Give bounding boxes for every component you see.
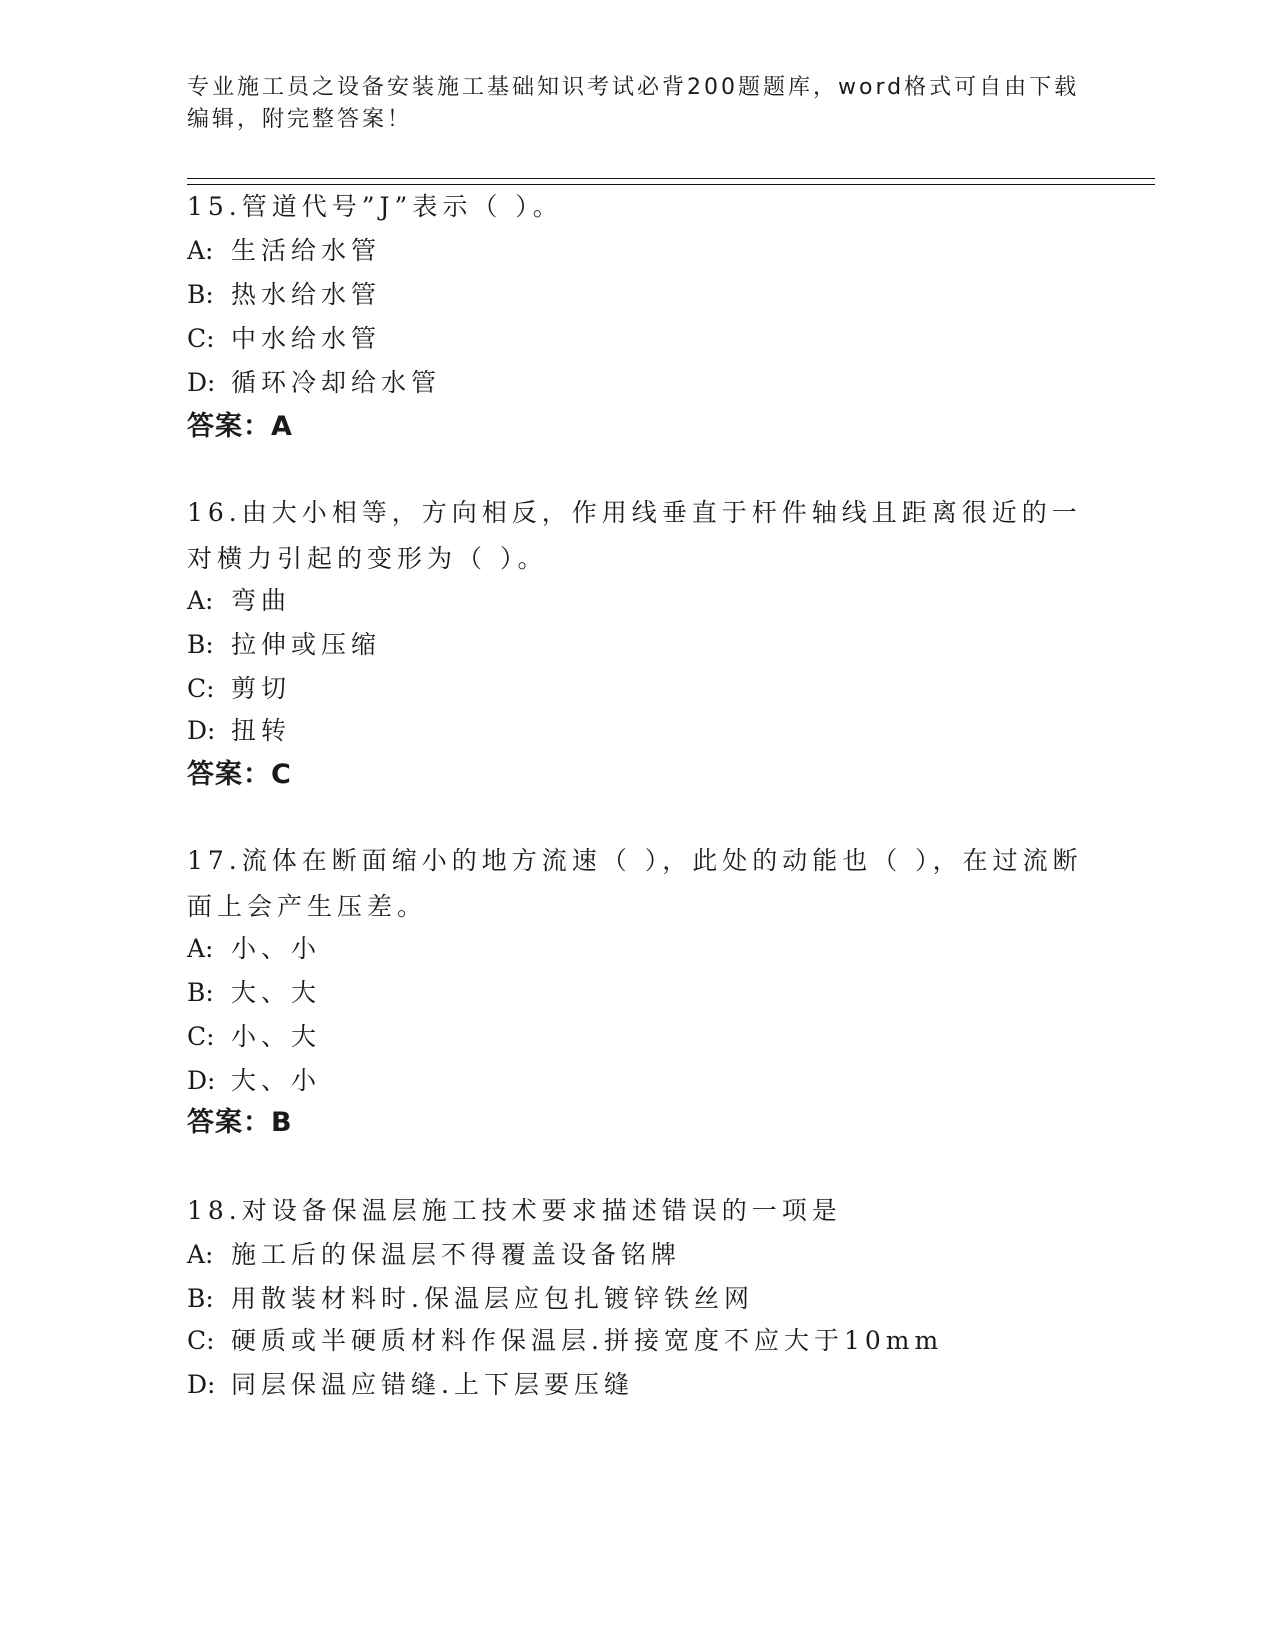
option-text: 循环冷却给水管 [231, 368, 442, 397]
header-rule-top [187, 178, 1155, 179]
option-text: 小、小 [231, 934, 322, 963]
question-16-option-c [187, 666, 291, 712]
option-key: C: [187, 1022, 215, 1051]
option-text: 用散装材料时.保温层应包扎镀锌铁丝网 [231, 1284, 754, 1313]
question-15-stem: 15.管道代号”J”表示（ ）。 [187, 192, 563, 221]
option-key: B: [187, 1284, 214, 1313]
option-key: D: [187, 368, 216, 397]
question-17-option-b [187, 970, 321, 1016]
option-text: 拉伸或压缩 [231, 630, 382, 659]
question-17-option-a [187, 926, 321, 972]
question-16-option-d [187, 708, 291, 754]
option-key: C: [187, 1326, 215, 1355]
option-key: A: [187, 1240, 214, 1269]
option-text: 中水给水管 [231, 324, 382, 353]
question-17-option-c [187, 1014, 321, 1060]
question-16-option-a [187, 578, 291, 624]
question-16-answer: 答案：C [187, 759, 292, 790]
question-15-option-a [187, 228, 381, 274]
question-16-stem: 16.由大小相等，方向相反，作用线垂直于杆件轴线且距离很近的一对横力引起的变形为（ ）。 [187, 498, 1082, 573]
option-text: 大、小 [231, 1066, 322, 1095]
question-15-option-b [187, 272, 381, 318]
question-18-option-d [187, 1362, 634, 1408]
question-16-option-b [187, 622, 381, 668]
question-18-stem: 18.对设备保温层施工技术要求描述错误的一项是 [187, 1196, 842, 1225]
option-key: B: [187, 630, 214, 659]
option-text: 弯曲 [231, 586, 292, 615]
option-key: D: [187, 1370, 216, 1399]
option-text: 大、大 [231, 978, 322, 1007]
option-key: D: [187, 1066, 216, 1095]
question-15-option-d [187, 360, 441, 406]
question-17-option-d [187, 1058, 321, 1104]
option-text: 剪切 [231, 674, 292, 703]
option-key: B: [187, 280, 214, 309]
option-text: 施工后的保温层不得覆盖设备铭牌 [231, 1240, 682, 1269]
question-15-answer: 答案：A [187, 411, 293, 442]
question-15-option-c [187, 316, 381, 362]
option-key: A: [187, 236, 214, 265]
option-text: 生活给水管 [231, 236, 382, 265]
question-18-option-b [187, 1276, 754, 1322]
question-18-option-c [187, 1318, 943, 1364]
option-text: 热水给水管 [231, 280, 382, 309]
option-text: 同层保温应错缝.上下层要压缝 [231, 1370, 634, 1399]
option-key: C: [187, 674, 215, 703]
question-17-answer: 答案：B [187, 1107, 293, 1138]
document-header: 专业施工员之设备安装施工基础知识考试必背200题题库，word格式可自由下载编辑，附完整答案！ [187, 75, 1080, 132]
option-text: 硬质或半硬质材料作保温层.拼接宽度不应大于10mm [231, 1326, 944, 1355]
option-key: C: [187, 324, 215, 353]
option-key: B: [187, 978, 214, 1007]
option-key: A: [187, 586, 214, 615]
option-text: 小、大 [231, 1022, 322, 1051]
question-17-stem: 17.流体在断面缩小的地方流速（ ），此处的动能也（ ），在过流断面上会产生压差。 [187, 846, 1083, 921]
question-18-option-a [187, 1232, 681, 1278]
option-key: A: [187, 934, 214, 963]
option-key: D: [187, 716, 216, 745]
option-text: 扭转 [231, 716, 292, 745]
